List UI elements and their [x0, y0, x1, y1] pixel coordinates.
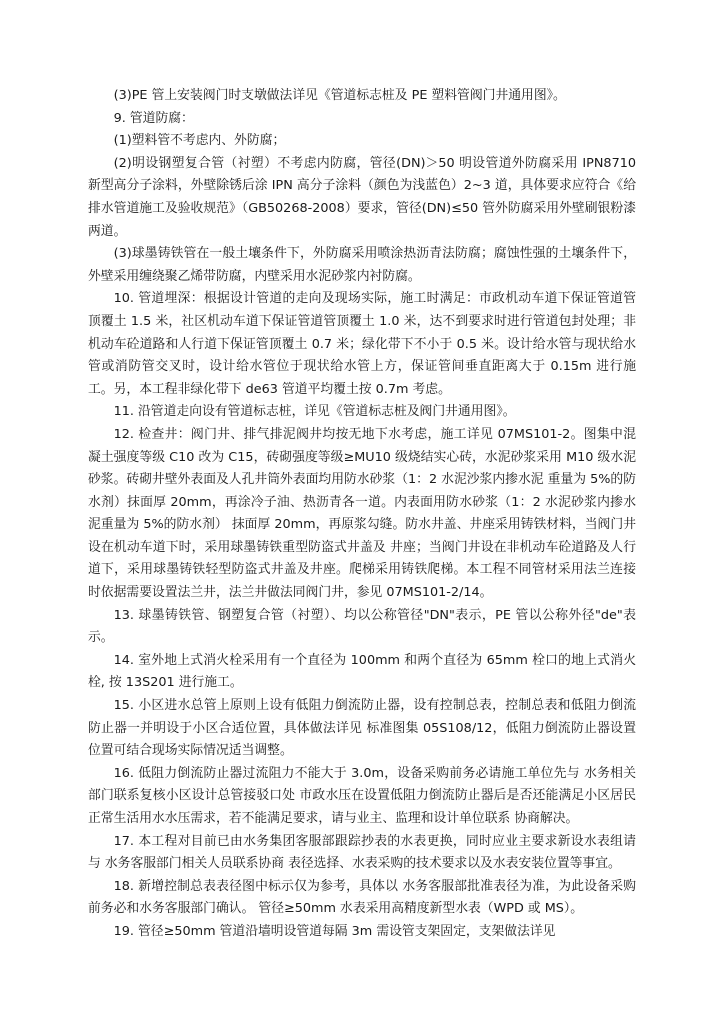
paragraph: 9. 管道防腐： — [113, 110, 194, 126]
paragraph: 10. 管道埋深：根据设计管道的走向及现场实际，施工时满足：市政机动车道下保证管道管顶覆土 1.5 米，社区机动车道下保证管道管顶覆土 1.0 米，达不到要求时进行管道包封处理；非机动车砼道路和人行道下保证管顶覆土 0.7 米；绿化带下不小于 0.5 米。设计给水管与现状给水管或消防管交叉时，设计给水管位于现状给水管上方，保证管间垂直距离大于 0.15m 进行施工。另，本工程非绿化带下 de63 管道平均覆土按 0.7m 考虑。 — [88, 291, 636, 397]
paragraph: 18. 新增控制总表表径图中标示仅为参考，具体以 水务客服部批准表径为准，为此设备采购前务必和水务客服部门确认。 管径≥50mm 水表采用高精度新型水表（WPD 或 MS）。 — [88, 878, 636, 917]
paragraph: 12. 检查井：阀门井、排气排泥阀井均按无地下水考虑，施工详见 07MS101-2。图集中混凝土强度等级 C10 改为 C15，砖砌强度等级≥MU10 级烧结实心砖，水泥砂浆采用 M10 级水泥砂浆。砖砌井壁外表面及人孔井筒外表面均用防水砂浆（1：2 水泥沙浆内掺水泥 重量为 5%的防水剂）抹面厚 20mm，再涂冷子油、热沥青各一道。内表面用防水砂浆（1：2 水泥砂浆内掺水泥重量为 5%的防水剂） 抹面厚 20mm，再原浆勾缝。防水井盖、井座采用铸铁材料，当阀门井设在机动车道下时，采用球墨铸铁重型防盗式井盖及 井座；当阀门井设在非机动车砼道路及人行道下，采用球墨铸铁轻型防盗式井盖及井座。爬梯采用铸铁爬梯。本工程不同管材采用法兰连接时依据需要设置法兰井，法兰井做法同阀门井，参见 07MS101-2/14。 — [88, 426, 636, 601]
paragraph: 17. 本工程对目前已由水务集团客服部跟踪抄表的水表更换，同时应业主要求新设水表组请与 水务客服部门相关人员联系协商 表径选择、水表采购的技术要求以及水表安装位置等事宜。 — [88, 833, 636, 872]
paragraph: 14. 室外地上式消火栓采用有一个直径为 100mm 和两个直径为 65mm 栓口的地上式消火栓, 按 13S201 进行施工。 — [88, 652, 636, 691]
document-body — [88, 85, 636, 944]
paragraph: 16. 低阻力倒流防止器过流阻力不能大于 3.0m，设备采购前务必请施工单位先与 水务相关部门联系复核小区设计总管接驳口处 市政水压在设置低阻力倒流防止器后是否还能满足小区居民正常生活用水水压需求，若不能满足要求，请与业主、监理和设计单位联系 协商解决。 — [88, 765, 636, 826]
paragraph: 19. 管径≥50mm 管道沿墙明设管道每隔 3m 需设管支架固定，支架做法详见 — [113, 923, 556, 939]
paragraph: (1)塑料管不考虑内、外防腐； — [113, 133, 286, 149]
paragraph: (3)PE 管上安装阀门时支墩做法详见《管道标志桩及 PE 塑料管阀门井通用图》。 — [113, 88, 566, 103]
paragraph: 11. 沿管道走向设有管道标志桩，详见《管道标志桩及阀门井通用图》。 — [113, 404, 516, 420]
paragraph: 13. 球墨铸铁管、钢塑复合管（衬塑）、均以公称管径"DN"表示，PE 管以公称外径"de"表示。 — [88, 607, 636, 646]
paragraph: 15. 小区进水总管上原则上设有低阻力倒流防止器，设有控制总表，控制总表和低阻力倒流防止器一并明设于小区合适位置，具体做法详见 标准图集 05S108/12，低阻力倒流防止器设置位置可结合现场实际情况适当调整。 — [88, 698, 636, 759]
paragraph: (2)明设钢塑复合管（衬塑）不考虑内防腐，管径(DN)＞50 明设管道外防腐采用 IPN8710 新型高分子涂料，外壁除锈后涂 IPN 高分子涂料（颜色为浅蓝色）2~3 道，具体要求应符合《给排水管道施工及验收规范》（GB50268-2008）要求，管径(DN)≤50 管外防腐采用外壁刷银粉漆两道。 — [88, 155, 636, 239]
paragraph: (3)球墨铸铁管在一般土壤条件下，外防腐采用喷涂热沥青法防腐；腐蚀性强的土壤条件下，外壁采用缠绕聚乙烯带防腐，内壁采用水泥砂浆内衬防腐。 — [88, 246, 636, 284]
